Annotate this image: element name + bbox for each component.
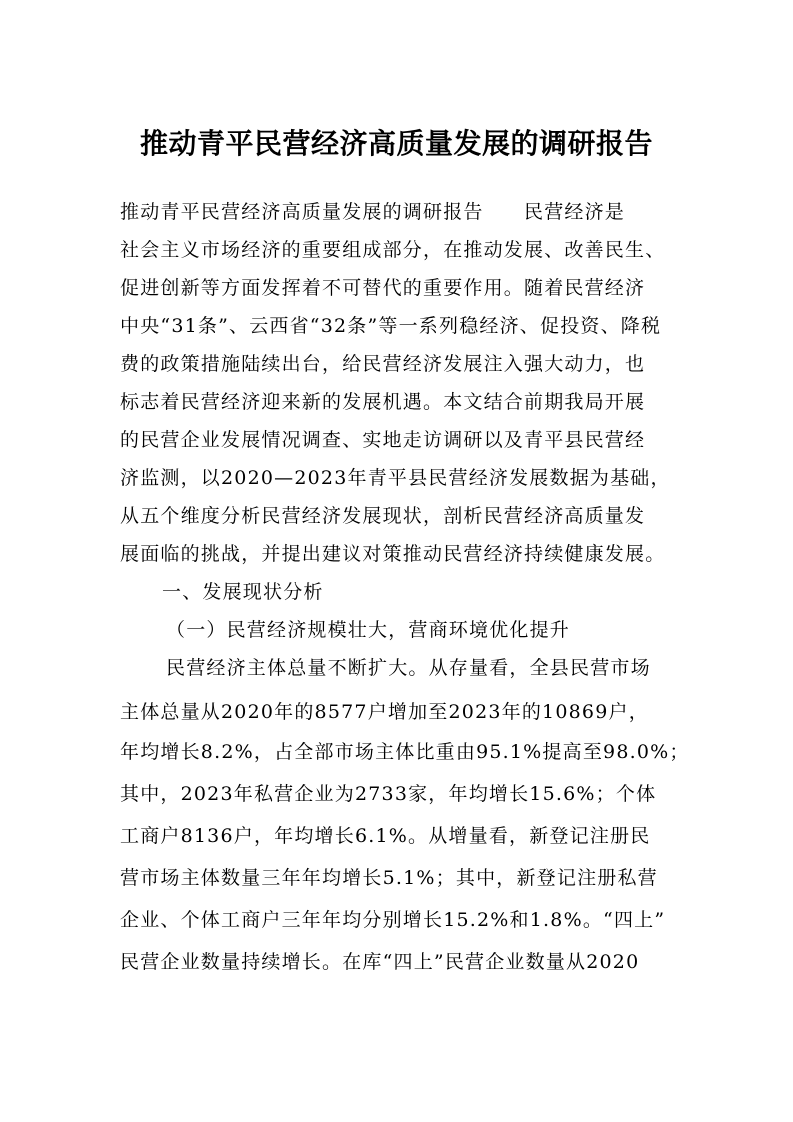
paragraph-line: 营市场主体数量三年年均增长5.1%；其中，新登记注册私营 [120,867,658,889]
paragraph-line: 企业、个体工商户三年年均分别增长15.2%和1.8%。“四上” [120,909,666,931]
paragraph-line: 费的政策措施陆续出台，给民营经济发展注入强大动力，也 [120,353,646,375]
paragraph-line: 推动青平民营经济高质量发展的调研报告 民营经济是 [120,201,626,223]
document-title: 推动青平民营经济高质量发展的调研报告 [139,127,653,160]
paragraph-line: 社会主义市场经济的重要组成部分，在推动发展、改善民生、 [120,239,666,261]
section-heading: 一、发展现状分析 [162,581,324,603]
paragraph-line: 展面临的挑战，并提出建议对策推动民营经济持续健康发展。 [120,543,666,565]
paragraph-line: 促进创新等方面发挥着不可替代的重要作用。随着民营经济 [120,277,646,299]
paragraph-line: 工商户8136户，年均增长6.1%。从增量看，新登记注册民 [120,825,651,847]
paragraph-line: 济监测，以2020—2023年青平县民营经济发展数据为基础， [120,467,671,489]
paragraph-line: 年均增长8.2%，占全部市场主体比重由95.1%提高至98.0%； [120,741,690,763]
paragraph-line: 的民营企业发展情况调查、实地走访调研以及青平县民营经 [120,429,646,451]
subsection-heading: （一）民营经济规模壮大，营商环境优化提升 [166,619,571,641]
paragraph-line: 民营经济主体总量不断扩大。从存量看，全县民营市场 [166,657,651,679]
paragraph-line: 标志着民营经济迎来新的发展机遇。本文结合前期我局开展 [120,391,646,413]
paragraph-line: 其中，2023年私营企业为2733家，年均增长15.6%；个体 [120,783,657,805]
paragraph-line: 中央“31条”、云西省“32条”等一系列稳经济、促投资、降税 [120,315,662,337]
paragraph-line: 主体总量从2020年的8577户增加至2023年的10869户， [120,701,649,723]
paragraph-line: 民营企业数量持续增长。在库“四上”民营企业数量从2020 [120,951,640,973]
paragraph-line: 从五个维度分析民营经济发展现状，剖析民营经济高质量发 [120,505,646,527]
